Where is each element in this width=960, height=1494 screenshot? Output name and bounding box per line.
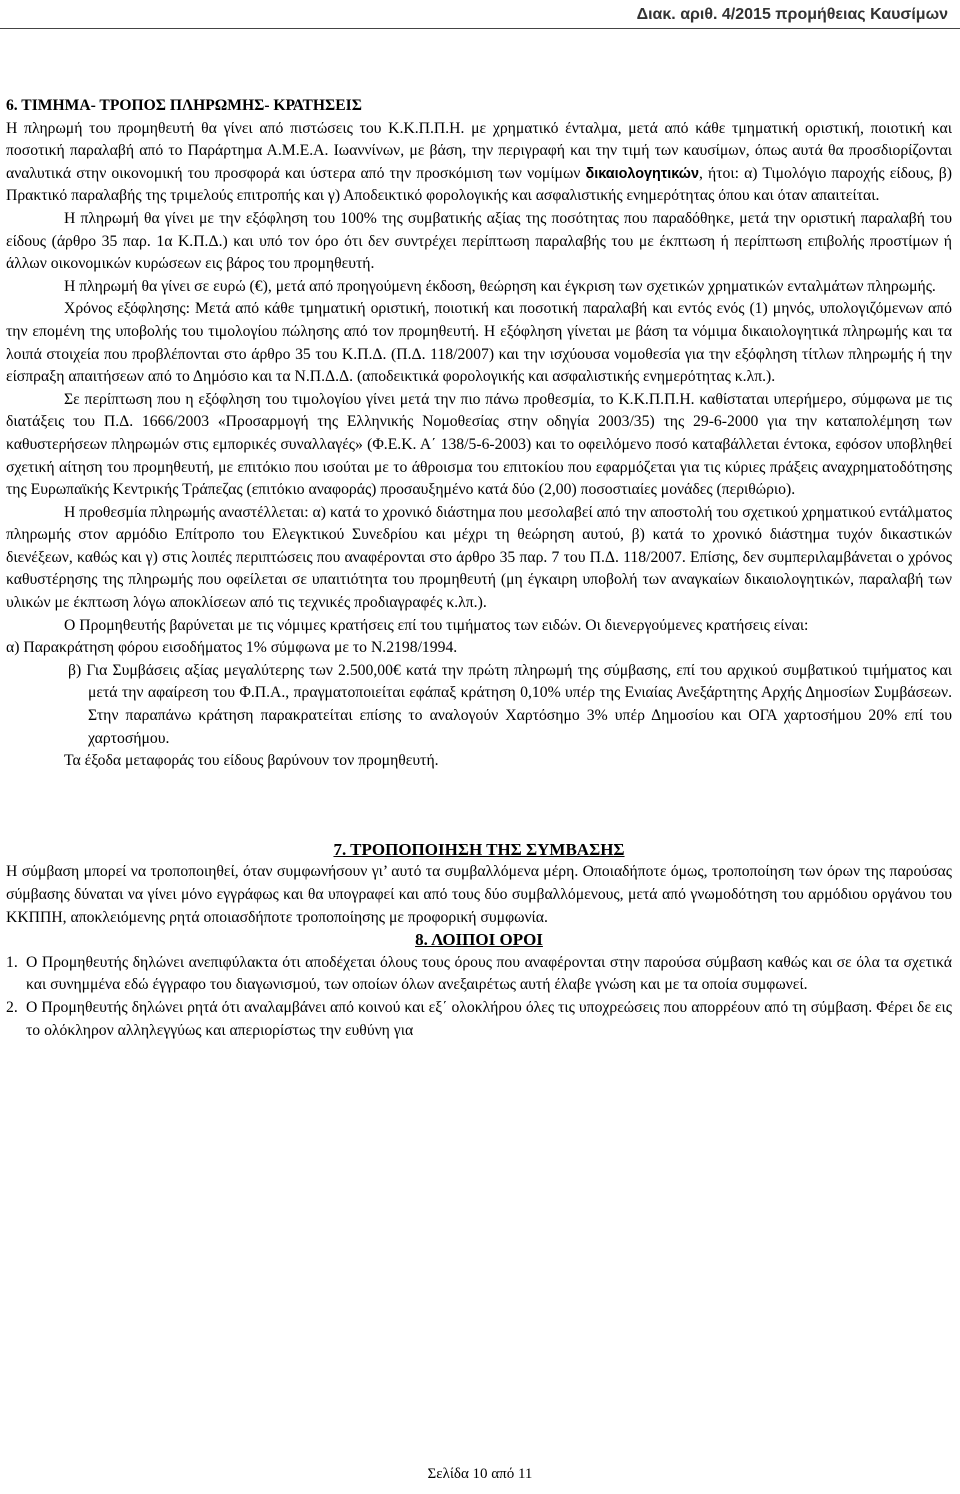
list-item [6, 952, 952, 997]
section-7-heading: 7. ΤΡΟΠΟΠΟΙΗΣΗ ΤΗΣ ΣΥΜΒΑΣΗΣ [333, 839, 625, 859]
document-body [6, 95, 952, 1042]
section-6-paragraph-4: Χρόνος εξόφλησης: Μετά από κάθε τμηματική οριστική, ποιοτική και ποσοτική παραλαβή και εντός ενός (1) μηνός, υπολογιζόμενων από την επομένη της υποβολής του τιμολογίου πώλησης από τον προμηθευτή. Η εξόφληση γίνεται με βάση τα νόμιμα δικαιολογητικά πληρωμής και τα λοιπά στοιχεία που προβλέπονται στο άρθρο 35 του Κ.Π.Δ. (Π.Δ. 118/2007) και την ισχύουσα νομοθεσία για την εξόφληση τίτλων πληρωμής ή την είσπραξη απαιτήσεων από το Δημόσιο και τα Ν.Π.Δ.Δ. (αποδεικτικά φορολογικής και ασφαλιστικής ενημερότητας κ.λπ.). [6, 300, 952, 386]
withholding-item-a: α) Παρακράτηση φόρου εισοδήματος 1% σύμφωνα με το Ν.2198/1994. [6, 639, 458, 657]
list-item-text: Ο Προμηθευτής δηλώνει ρητά ότι αναλαμβάνει από κοινού και εξ΄ ολοκλήρου όλες τις υποχρεώσεις που απορρέουν από τη σύμβαση. Φέρει δε εις το ολόκληρον αλληλεγγύως και απεριορίστως την ευθύνη για [26, 998, 952, 1039]
section-6-paragraph-1: Η πληρωμή του προμηθευτή θα γίνει από πιστώσεις του Κ.Κ.Π.Π.Η. με χρηματικό ένταλμα, μετά από κάθε τμηματική οριστική, ποιοτική και ποσοτική παραλαβή από το Παράρτημα Α.Μ.Ε.Α. Ιωαννίνων, με βάση, την περιγραφή και την τιμή των καυσίμων, όπως αυτά θα προσδιορίζονται αναλυτικά στην οικονομική του προσφορά και ύστερα από την προσκόμιση των νομίμων δικαιολογητικών, ήτοι: α) Τιμολόγιο παροχής είδους, β) Πρακτικό παραλαβής της τριμελούς επιτροπής και γ) Αποδεικτικό φορολογικής και ασφαλιστικής ενημερότητας όπου και όταν απαιτείται. [6, 119, 952, 205]
list-item-text: Ο Προμηθευτής δηλώνει ανεπιφύλακτα ότι αποδέχεται όλους τους όρους που αναφέρονται στην παρούσα σύμβαση καθώς και σε όλα τα σχετικά και συνημμένα εδώ έγγραφο του διαγωνισμού, των οποίων όλων ανεξαιρέτως αυτή έλαβε γνώση και με τα οποία συμφωνεί. [26, 953, 952, 994]
section-6-paragraph-7: Ο Προμηθευτής βαρύνεται με τις νόμιμες κρατήσεις επί του τιμήματος των ειδών. Οι διενεργούμενες κρατήσεις είναι: [64, 616, 809, 634]
page-header: Διακ. αριθ. 4/2015 προμήθειας Καυσίμων [636, 6, 948, 23]
section-6-paragraph-2: Η πληρωμή θα γίνει με την εξόφληση του 100% της συμβατικής αξίας της ποσότητας που παραδόθηκε, μετά την οριστική παραλαβή του είδους (άρθρο 35 παρ. 1α Κ.Π.Δ.) και υπό τον όρο ότι δεν συντρέχει περίπτωση παραλαβής του με έκπτωση ή περίπτωση επιβολής προστίμων ή άλλων οικονομικών κυρώσεων εις βάρος του προμηθευτή. [6, 209, 952, 273]
list-item-number: 1. [6, 953, 18, 971]
list-item-number: 2. [6, 998, 18, 1016]
page-number: Σελίδα 10 από 11 [427, 1466, 533, 1482]
section-6-heading: 6. ΤΙΜΗΜΑ- ΤΡΟΠΟΣ ΠΛΗΡΩΜΗΣ- ΚΡΑΤΗΣΕΙΣ [6, 97, 362, 114]
section-8-heading: 8. ΛΟΙΠΟΙ ΟΡΟΙ [415, 930, 543, 950]
section-6-paragraph-8: Τα έξοδα μεταφοράς του είδους βαρύνουν τον προμηθευτή. [64, 752, 439, 770]
section-7-paragraph-1: Η σύμβαση μπορεί να τροποποιηθεί, όταν συμφωνήσουν γι’ αυτό τα συμβαλλόμενα μέρη. Οποιαδήποτε όμως, τροποποίηση των όρων της παρούσας σύμβασης δύναται να γίνει μόνο εγγράφως και θα υπογραφεί και από τους δύο συμβαλλόμενους, μετά από γνωμοδότηση του αρμόδιου οργάνου του ΚΚΠΠΗ, αποκλειόμενης ρητά οποιασδήποτε τροποποίησης με προφορική συμφωνία. [6, 863, 952, 926]
bold-term: δικαιολογητικών [585, 165, 699, 182]
section-6-paragraph-5: Σε περίπτωση που η εξόφληση του τιμολογίου γίνει μετά την πιο πάνω προθεσμία, το Κ.Κ.Π.Π.Η. καθίσταται υπερήμερο, σύμφωνα με τις διατάξεις του Π.Δ. 1666/2003 «Προσαρμογή της Ελληνικής Νομοθεσίας στην οδηγία 2003/35) της 29-6-2000 για την καταπολέμηση των καθυστερήσεων πληρωμών στις εμπορικές συναλλαγές» (Φ.Ε.Κ. Α΄ 138/5-6-2003) και το οφειλόμενο ποσό καταβάλλεται έντοκα, εφόσον υποβληθεί σχετική αίτηση του προμηθευτή, με επιτόκιο που ισούται με το άθροισμα του επιτοκίου που εφαρμόζεται για τις κύριες πράξεις αναχρηματοδότησης της Ευρωπαϊκής Κεντρικής Τράπεζας (επιτόκιο αναφοράς) προσαυξημένο κατά δύο (2,00) ποσοστιαίες μονάδες (περιθώριο). [6, 390, 952, 499]
header-divider [0, 28, 960, 29]
withholding-item-b: β) Για Συμβάσεις αξίας μεγαλύτερης των 2.500,00€ κατά την πρώτη πληρωμή της σύμβασης, επί του αρχικού συμβατικού τιμήματος και μετά την αφαίρεση του Φ.Π.Α., πραγματοποιείται εφάπαξ κράτηση 0,10% υπέρ της Ενιαίας Ανεξάρτητης Αρχής Δημοσίων Συμβάσεων. Στην παραπάνω κράτηση παρακρατείται επίσης το αναλογούν Χαρτόσημο 3% υπέρ Δημοσίου και ΟΓΑ χαρτοσήμου 20% επί του χαρτοσήμου. [68, 661, 952, 747]
section-6-paragraph-6: Η προθεσμία πληρωμής αναστέλλεται: α) κατά το χρονικό διάστημα που μεσολαβεί από την αποστολή του σχετικού χρηματικού εντάλματος πληρωμής στον αρμόδιο Επίτροπο του Ελεγκτικού Συνεδρίου και μέχρι τη θεώρηση αυτού, β) κατά το χρονικό διάστημα τυχόν δικαστικών διενέξεων, καθώς και γ) στις λοιπές περιπτώσεις που αναφέρονται στο άρθρο 35 παρ. 7 του Π.Δ. 118/2007. Επίσης, δεν συμπεριλαμβάνεται ο χρόνος καθυστέρησης της πληρωμής που οφείλεται σε υπαιτιότητα του προμηθευτή (μη έγκαιρη υποβολή των αναγκαίων δικαιολογητικών, παραλαβή των υλικών με έκπτωση λόγω αποκλίσεων από τις τεχνικές προδιαγραφές κ.λπ.). [6, 503, 952, 612]
section-6-paragraph-3: Η πληρωμή θα γίνει σε ευρώ (€), μετά από προηγούμενη έκδοση, θεώρηση και έγκριση των σχετικών χρηματικών ενταλμάτων πληρωμής. [64, 277, 936, 295]
list-item [6, 997, 952, 1042]
